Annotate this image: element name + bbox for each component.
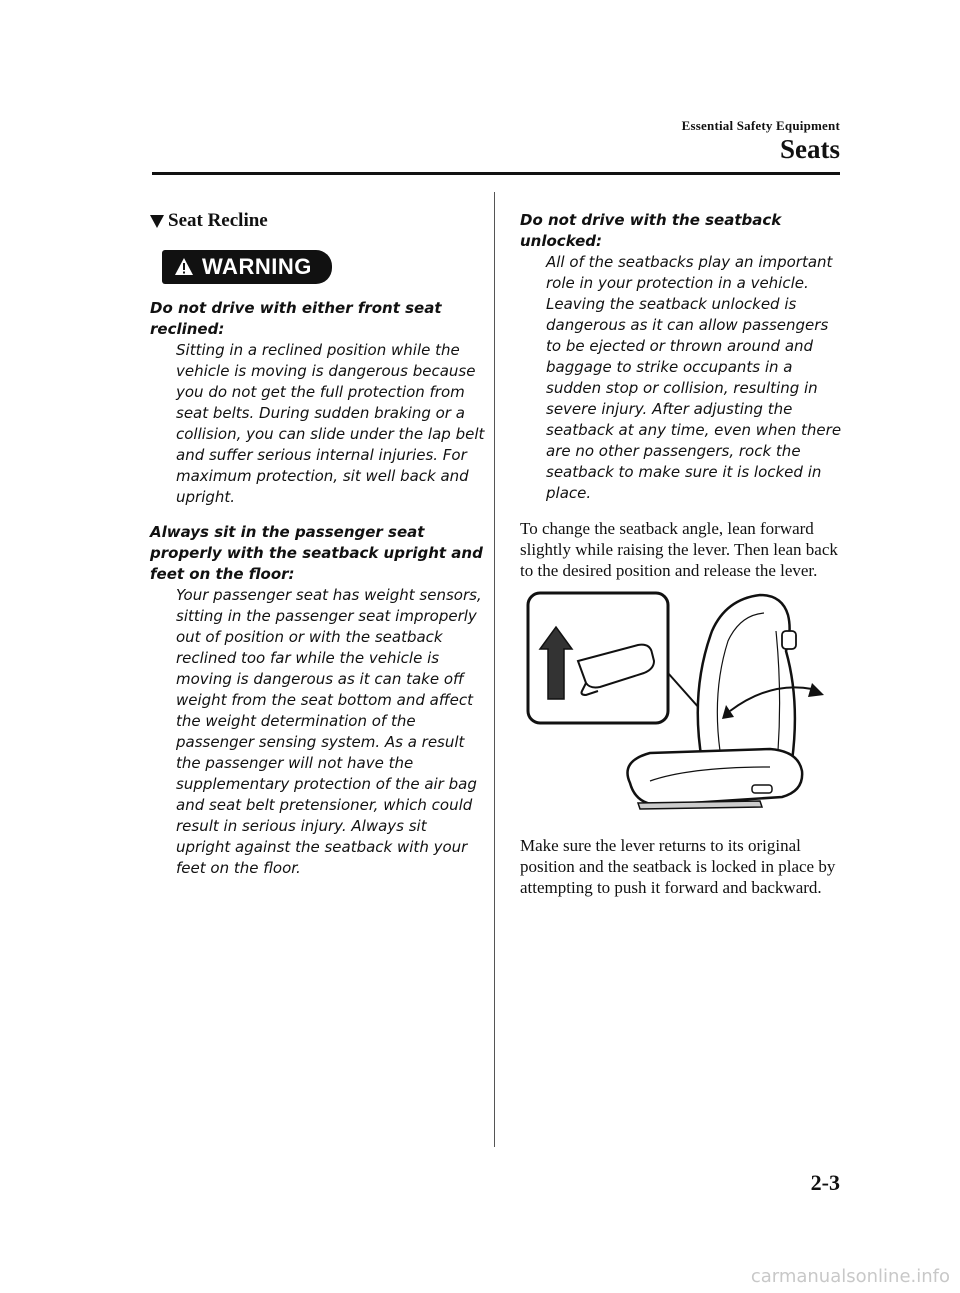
page-title: Seats bbox=[780, 134, 840, 164]
chapter-label: Essential Safety Equipment bbox=[681, 118, 840, 133]
warning-body-recline: Sitting in a reclined position while the vehicle is moving is dangerous because you do not get the full protection from seat belts. During sudden braking or a collision, you can slide under the lap belt and suffer serious internal injuries. For maximum protection, sit well back and upright. bbox=[176, 341, 485, 506]
seat-recline-illustration bbox=[520, 591, 840, 821]
watermark: carmanualsonline.info bbox=[750, 1266, 950, 1287]
warning-exclamation-icon bbox=[174, 257, 194, 277]
right-column bbox=[520, 210, 845, 908]
page-number: 2-3 bbox=[810, 1170, 840, 1195]
left-column bbox=[150, 210, 485, 893]
section-heading bbox=[150, 210, 485, 232]
instruction-paragraph: To change the seatback angle, lean forward slightly while raising the lever. Then lean back to the desired position and release the lever. bbox=[520, 519, 838, 580]
warning-label: WARNING bbox=[202, 254, 312, 279]
warning-badge bbox=[162, 250, 332, 284]
warning-heading-recline: Do not drive with either front seat reclined: bbox=[150, 299, 442, 338]
header-rule bbox=[152, 172, 840, 175]
section-title: Seat Recline bbox=[168, 210, 268, 231]
column-divider bbox=[494, 192, 495, 1147]
warning-body-passenger: Your passenger seat has weight sensors, sitting in the passenger seat improperly out of position or with the seatback reclined too far while the vehicle is moving is dangerous as it can take off weight from the seat bottom and affect the weight determination of the passenger sensing system. As a result the passenger will not have the supplementary protection of the air bag and seat belt pretensioner, which could result in serious injury. Always sit upright against the seatback with your feet on the floor. bbox=[176, 586, 482, 877]
triangle-bullet-icon bbox=[150, 215, 164, 228]
warning-heading-passenger: Always sit in the passenger seat properly with the seatback upright and feet on the floor: bbox=[150, 523, 483, 583]
warning-body-unlocked: All of the seatbacks play an important role in your protection in a vehicle. Leaving the seatback unlocked is dangerous as it can allow passengers to be ejected or thrown around and baggage to strike occupants in a sudden stop or collision, resulting in severe injury. After adjusting the seatback at any time, even when there are no other passengers, rock the seatback to make sure it is locked in place. bbox=[546, 253, 842, 502]
lock-check-paragraph: Make sure the lever returns to its original position and the seatback is locked in place by attempting to push it forward and backward. bbox=[520, 836, 836, 897]
warning-heading-unlocked: Do not drive with the seatback unlocked: bbox=[520, 211, 782, 250]
